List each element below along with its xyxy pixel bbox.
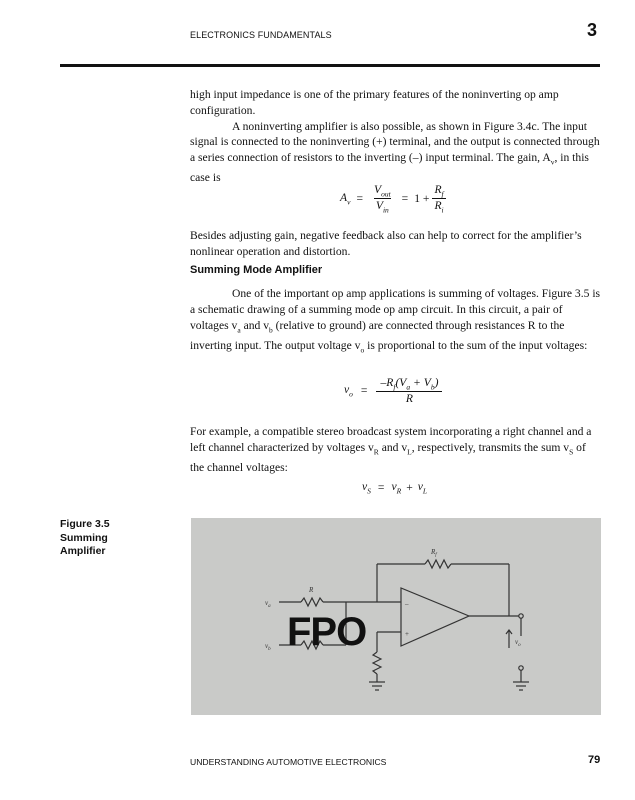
- body-block-2: [190, 228, 602, 260]
- body-block-3: [190, 286, 602, 358]
- svg-text:+: +: [405, 630, 409, 638]
- svg-text:va: $v_a$: [265, 599, 271, 609]
- page-number: 79: [588, 754, 601, 766]
- circuit-schematic: [191, 518, 601, 715]
- summing-equation: $v_o$ = $\frac{-R_f(V_a + V_b)}{R}$: [344, 376, 443, 405]
- opamp-triangle: [401, 588, 469, 646]
- paragraph-5: For example, a compatible stereo broadcast system incorporating a right channel and a left channel characterized by voltages $v_R$ and $v_L$, respectively, transmits the sum $v_S$ of the channel voltages:: [190, 425, 592, 474]
- paragraph-3: Besides adjusting gain, negative feedback also can help to correct for the amplifier’s nonlinear operation and distortion.: [190, 229, 582, 258]
- fpo-placeholder: FPO: [287, 610, 367, 654]
- svg-text:R: R: [309, 586, 314, 594]
- figure-label: Figure 3.5 Summing Amplifier: [60, 518, 110, 557]
- chapter-number: 3: [587, 20, 598, 40]
- paragraph-4: One of the important op amp applications is summing of voltages. Figure 3.5 is a schematic drawing of a summing mode op amp circuit. In this circuit, a pair of voltages $v_a$ and $v_b$ (relative to ground) are connected through resistances R to the inverting input. The output voltage $v_o$ is proportional to the sum of the input voltages:: [190, 287, 601, 355]
- resistor-rf: [425, 560, 451, 568]
- footer-book-title: UNDERSTANDING AUTOMOTIVE ELECTRONICS: [190, 757, 387, 767]
- gain-equation: $A_v$ = $\frac{V_{out}}{V_{in}}$ = 1 + $\frac{R_f}{R_i}$: [340, 183, 444, 215]
- svg-text:–: –: [405, 600, 409, 608]
- body-block-4: [190, 424, 602, 476]
- stereo-equation: $v_S$ = $v_R$ + $v_L$: [362, 480, 428, 496]
- svg-text:vb: $v_b$: [265, 642, 271, 652]
- running-header: ELECTRONICS FUNDAMENTALS: [190, 30, 332, 40]
- section-heading: Summing Mode Amplifier: [190, 264, 323, 276]
- header-rule: [60, 64, 600, 67]
- svg-text:vo: $v_o$: [515, 638, 521, 648]
- svg-text:Rf: $R_f$: [431, 548, 437, 558]
- figure-summing-amplifier: [191, 518, 601, 715]
- resistor-ra: [301, 598, 323, 606]
- paragraph-2: A noninverting amplifier is also possible, as shown in Figure 3.4c. The input signal is connected to the noninverting (+) terminal, and the output is connected through a series connection of resistors to the inverting (–) input terminal. The gain, $A_v$, in this case is: [190, 119, 600, 185]
- paragraph-1: high input impedance is one of the primary features of the noninverting op amp configuration.: [190, 88, 559, 117]
- body-block-1: [190, 87, 602, 186]
- resistor-ground: [373, 652, 381, 674]
